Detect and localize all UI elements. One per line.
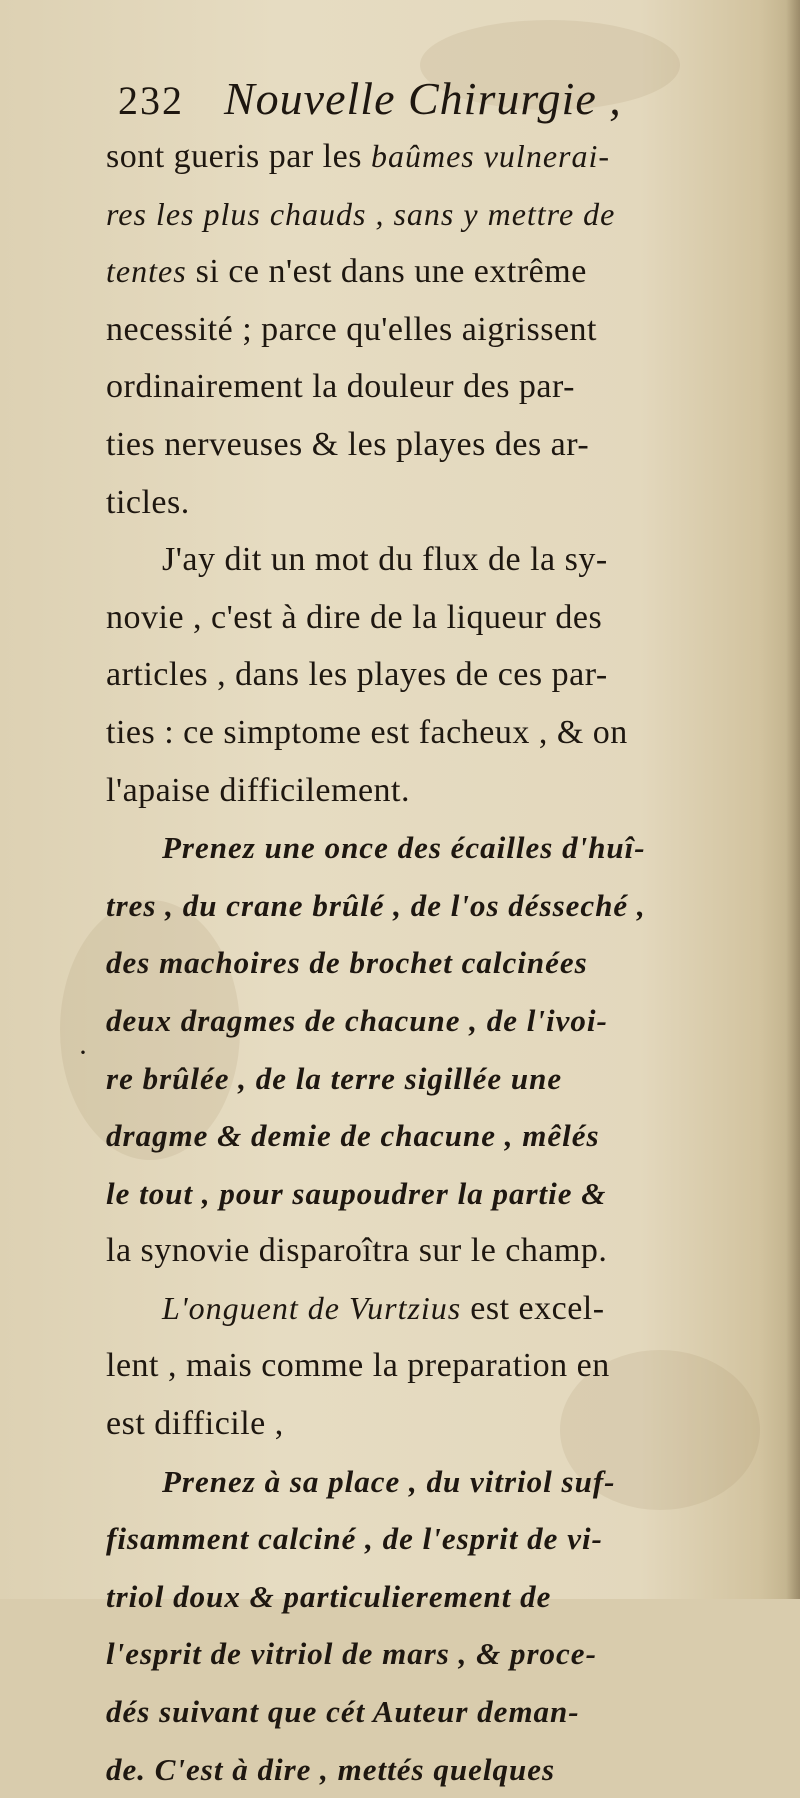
recipe-line: triol doux & particulierement de <box>106 1578 552 1614</box>
text-line: lent , mais comme la preparation en <box>106 1347 610 1385</box>
body-text <box>106 128 762 1798</box>
recipe-line: de. C'est à dire , mettés quelques <box>106 1751 556 1787</box>
text-line <box>106 128 762 186</box>
text-line: necessité ; parce qu'elles aigrissent <box>106 310 597 348</box>
text-segment: est excel- <box>461 1289 605 1327</box>
text-line: est difficile , <box>106 1405 284 1443</box>
text-line: ordinairement la douleur des par- <box>106 368 575 406</box>
text-line: ties : ce simptome est facheux , & on <box>106 713 628 751</box>
text-line: la synovie disparoîtra sur le champ. <box>106 1232 608 1270</box>
page-number: 232 <box>118 78 184 123</box>
text-segment: sont gueris par les <box>106 138 371 175</box>
text-line <box>106 243 762 301</box>
text-segment: si ce n'est dans une extrême <box>186 253 587 291</box>
text-line: ties nerveuses & les playes des ar- <box>106 425 590 463</box>
recipe-line: dés suivant que cét Auteur deman- <box>106 1694 580 1730</box>
running-title: Nouvelle Chirurgie , <box>224 73 622 124</box>
paragraph-start-line <box>106 1280 762 1338</box>
text-line: l'apaise difficilement. <box>106 771 411 809</box>
text-segment-italic: baûmes vulnerai- <box>370 138 611 174</box>
text-line: ticles. <box>106 483 190 521</box>
recipe-line: l'esprit de vitriol de mars , & proce- <box>106 1636 597 1672</box>
text-line: articles , dans les playes de ces par- <box>106 656 608 694</box>
recipe-line: re brûlée , de la terre sigillée une <box>106 1060 563 1096</box>
text-line: res les plus chauds , sans y mettre de <box>106 195 616 232</box>
recipe-start-line: Prenez une once des écailles d'huî- <box>162 830 646 866</box>
paragraph-start-line: J'ay dit un mot du flux de la sy- <box>162 541 608 579</box>
text-line: novie , c'est à dire de la liqueur des <box>106 598 603 636</box>
recipe-line: le tout , pour saupoudrer la partie & <box>106 1175 607 1211</box>
recipe-line: deux dragmes de chacune , de l'ivoi- <box>106 1002 608 1038</box>
recipe-line: tres , du crane brûlé , de l'os désseché , <box>106 887 646 923</box>
margin-mark: · <box>78 1036 88 1069</box>
recipe-line: dragme & demie de chacune , mêlés <box>106 1118 600 1154</box>
text-segment-italic: L'onguent de Vurtzius <box>162 1289 462 1326</box>
text-segment-italic: tentes <box>106 253 187 290</box>
recipe-line: fisamment calciné , de l'esprit de vi- <box>106 1521 603 1557</box>
recipe-start-line: Prenez à sa place , du vitriol suf- <box>162 1463 616 1499</box>
page-gutter-shadow <box>786 0 800 1599</box>
recipe-line: des machoires de brochet calcinées <box>106 945 588 981</box>
